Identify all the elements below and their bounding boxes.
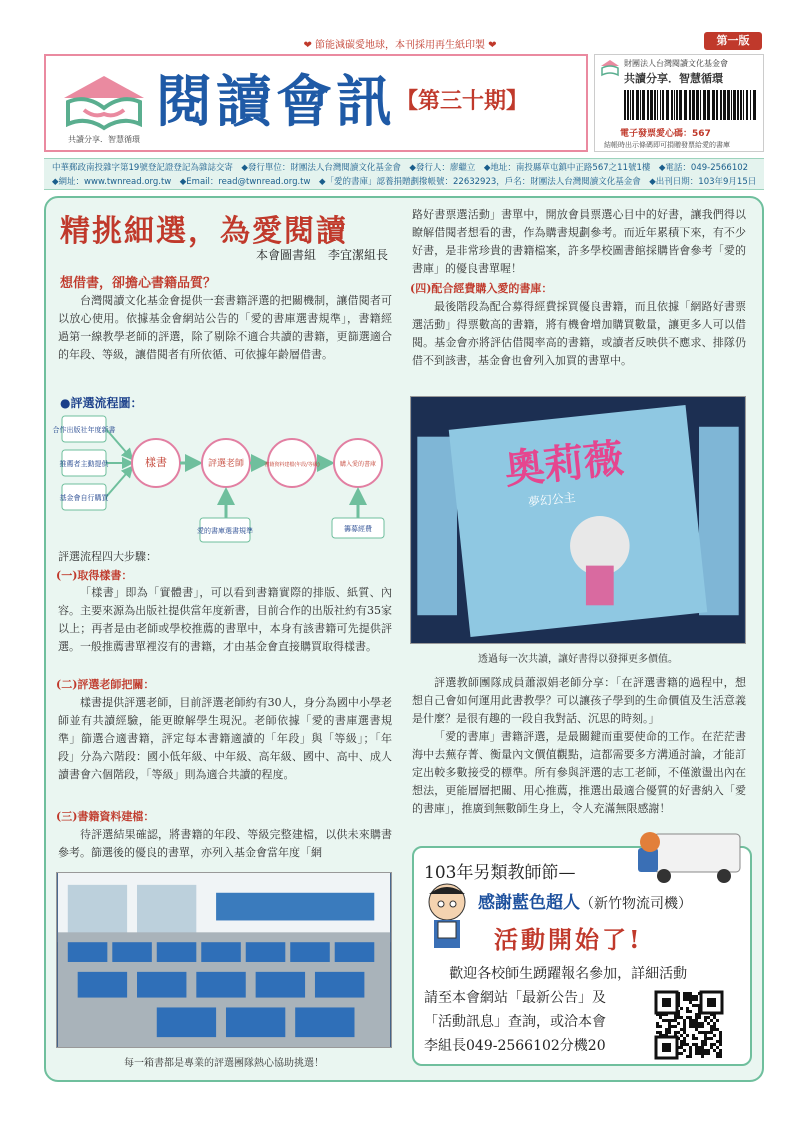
top-slogan: ❤ 節能減碳愛地球，本刊採用再生紙印製 ❤ (303, 40, 497, 51)
flow-criteria: 愛的書庫選書規準 (197, 527, 253, 535)
event-ad-subtitle-note: （新竹物流司機） (580, 896, 692, 912)
flow-node-sample: 樣書 (145, 456, 167, 469)
book-hands-logo-icon (58, 68, 150, 144)
conclusion-paragraph: 「愛的書庫」書籍評選，是最關鍵而重要使命的工作。在茫茫書海中去蕪存菁、衡量內文價值觀點，這都需要多方溝通討論，才能訂定出較多數接受的標準。所有參與評選的志工老師，不僅激盪出內在想法，更能層層把關、用心推薦，推選出最適合優質的好書納入「愛的書庫」，推廣到無數師生身上，令人充滿無限感謝！ (412, 730, 746, 815)
step-1-label: (一)取得樣書： (56, 569, 133, 582)
flow-fund: 籌募經費 (344, 525, 372, 533)
event-ad-subtitle-main: 感謝藍色超人 (478, 893, 580, 913)
selection-flow-diagram (52, 414, 394, 544)
edition-badge: 第一版 (704, 32, 762, 50)
step-4-text: 最後階段為配合募得經費採買優良書籍，而且依據「網路好書票選活動」得票數高的書籍，將有機會增加購買數量，讓更多人可以借閱。基金會亦將評估借閱率高的書籍，或讀者反映供不應求、排隊仍借不到該書，基金會也會列入加買的書單中。 (412, 300, 746, 367)
foundation-logo-icon (600, 58, 620, 78)
photo-2-caption: 透過每一次共讀，讓好書得以發揮更多價值。 (478, 654, 678, 665)
flow-chart-title: ●評選流程圖： (60, 396, 143, 410)
einvoice-note: 結帳時出示條碼即可捐贈發票給愛的書庫 (604, 141, 730, 149)
event-ad-body-line-1: 歡迎各校師生踴躍報名參加，詳細活動 (449, 966, 688, 982)
flow-source-publisher: 合作出版社年度新書 (52, 426, 116, 434)
flow-source-foundation: 基金會自行購買 (59, 494, 109, 502)
step-3-text: 待評選結果確認，將書籍的年段、等級完整建檔，以供未來購書參考。篩選後的優良的書單，亦列入基金會當年度「網 (58, 828, 392, 859)
flow-node-review: 評選老師 (207, 459, 245, 469)
intro-paragraph: 台灣閱讀文化基金會提供一套書籍評選的把關機制，讓借閱者可以放心使用。依據基金會網站公告的「愛的書庫選書規準」，書籍經過第一線教學老師的評選，除了剔除不適合共讀的書籍，更篩選適合的年段、等級，讓借閱者有所依循、可依據年齡層借書。 (58, 294, 392, 361)
newsletter-title: 閱讀會訊 (156, 69, 396, 135)
foundation-name: 財團法人台灣閱讀文化基金會 (624, 59, 728, 68)
publication-info-line-1: 中華郵政南投雜字第19號登記證登記為雜誌交寄 ◆發行單位：財團法人台灣閱讀文化基金會 ◆發行人：廖繼立 ◆地址：南投縣草屯鎮中正路567之11號1樓 ◆電話：049-2566102 (52, 163, 749, 173)
flow-node-buy: 購入愛的書庫 (339, 461, 377, 468)
event-ad-start: 活動開始了! (494, 925, 643, 954)
logo-caption: 共讀分享．智慧循環 (68, 135, 140, 144)
step-3-continued: 路好書票選活動」書單中，開放會員票選心目中的好書，讓我們得以瞭解借閱者想看的書，作為購書規劃參考。而近年累積下來，有不少好書，是非常珍貴的書籍檔案，許多學校圖書館採購皆會參考「愛的書庫」的優良書單喔！ (412, 208, 746, 275)
event-ad-subtitle (478, 888, 692, 913)
event-ad-body-line-3: 「活動訊息」查詢，或洽本會 (424, 1014, 606, 1030)
cartoon-boy-icon (422, 880, 472, 952)
flow-source-recommender: 推薦者主動提供 (59, 460, 109, 468)
article-headline: 精挑細選，為愛閱讀 (60, 214, 348, 249)
step-3-label: (三)書籍資料建檔： (56, 810, 155, 823)
step-1-text: 「樣書」即為「實體書」，可以看到書籍實際的排版、紙質、內容。主要來源為出版社提供當年度新書，目前合作的出版社約有35家以上；再者是由老師或學校推薦的書單中，本身有該書籍可先提供評選。一般推薦書單裡沒有的書籍，才由基金會直接購買取得樣書。 (58, 586, 392, 653)
event-ad-body-line-2: 請至本會網站「最新公告」及 (424, 990, 606, 1006)
book-boxes-photo (56, 872, 392, 1048)
article-byline: 本會圖書組 李宜潔組長 (256, 248, 389, 262)
einvoice-code: 電子發票愛心碼：567 (620, 129, 711, 139)
flow-node-data: 書籍資料建檔(年段/等級) (264, 462, 320, 468)
step-2-label: (二)評選老師把關： (56, 678, 155, 691)
photo-1-caption: 每一箱書都是專業的評選團隊熱心協助挑選！ (124, 1058, 324, 1069)
books-photo (410, 396, 746, 644)
event-ad-body-line-4: 李組長049-2566102分機20 (424, 1038, 606, 1054)
delivery-truck-icon (634, 826, 746, 886)
event-ad-title: 103年另類教師節— (424, 863, 576, 883)
book-subtitle: 夢幻公主 (527, 490, 577, 510)
step-4-label: (四)配合經費購入愛的書庫： (410, 282, 553, 295)
publication-info-line-2: ◆網址：www.twnread.org.tw ◆Email：read@twnread.org.tw ◆「愛的書庫」認養捐贈劃撥帳號：22632923，戶名：財團法人台灣閱讀文化基金會 ◆出刊日期：103年9月15日 (52, 177, 757, 187)
issue-number: 【第三十期】 (396, 88, 529, 114)
book-title: 奧莉薇 (502, 435, 626, 494)
barcode-icon (620, 88, 758, 122)
qr-code-icon[interactable] (654, 990, 724, 1060)
teacher-quote-paragraph: 評選教師團隊成員蕭淑娟老師分享：「在評選書籍的過程中，想想自己會如何運用此書教學？可以讓孩子學到的生命價值及生活意義是什麼？是很有趣的一段自我對話、沉思的時刻。」 (412, 676, 746, 725)
article-subhead: 想借書，卻擔心書籍品質？ (60, 276, 217, 291)
foundation-slogan: 共讀分享．智慧循環 (624, 72, 723, 85)
step-2-text: 樣書提供評選老師，目前評選老師約有30人，身分為國中小學老師並有共讀經驗，能更瞭解學生現況。老師依據「愛的書庫選書規準」篩選合適書籍，評定每本書籍適讀的「年段」與「等級」；「年段」分為六階段：國小低年級、中年級、高年級、國中、高中、成人讀書會六個階段，「等級」則為適合共讀的程度。 (58, 696, 392, 781)
steps-intro: 評選流程四大步驟： (58, 550, 157, 563)
